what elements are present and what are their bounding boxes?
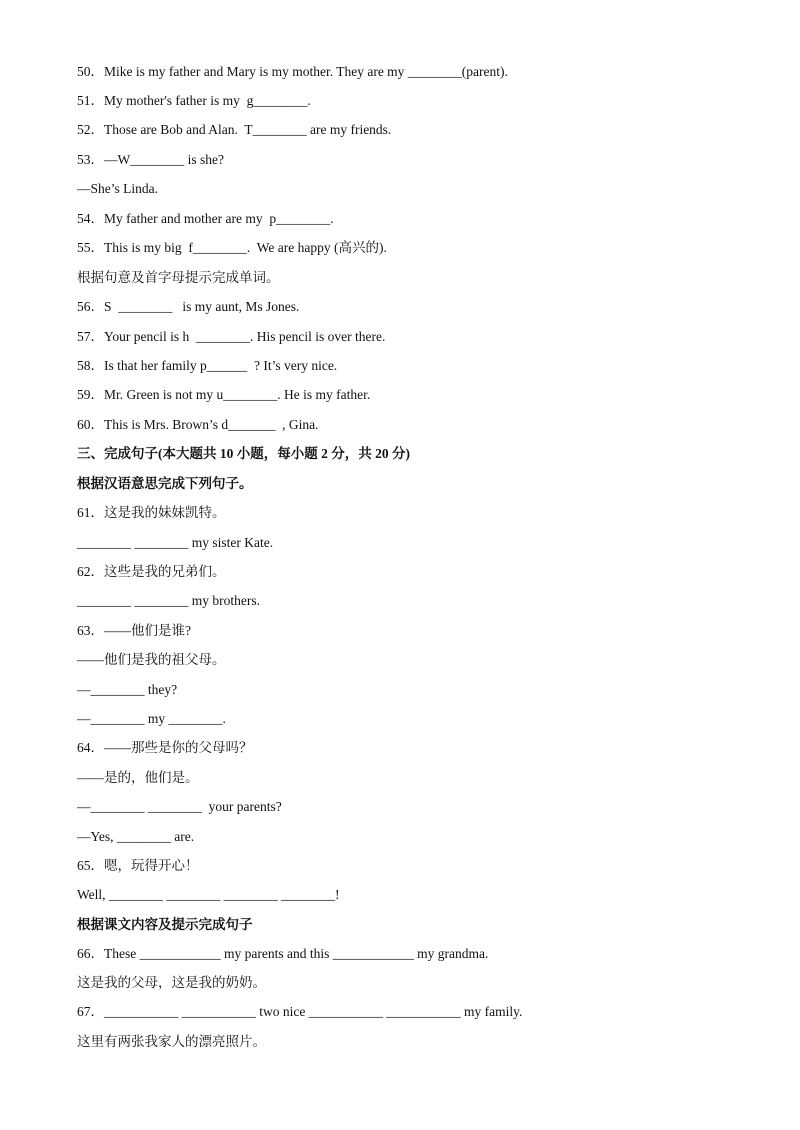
question-67: 67．___________ ___________ two nice ___________ ___________ my family. bbox=[77, 1004, 523, 1019]
question-64: 64．——那些是你的父母吗？ bbox=[77, 740, 253, 755]
question-59: 59．Mr. Green is not my u________. He is my father. bbox=[77, 387, 371, 402]
question-67-hint: 这里有两张我家人的漂亮照片。 bbox=[77, 1034, 266, 1049]
question-63: 63．——他们是谁? bbox=[77, 623, 191, 638]
question-65: 65．嗯，玩得开心！ bbox=[77, 858, 199, 873]
answer-53: —She’s Linda. bbox=[77, 181, 158, 196]
question-62: 62．这些是我的兄弟们。 bbox=[77, 564, 226, 579]
question-63-reply: ——他们是我的祖父母。 bbox=[77, 652, 226, 667]
question-54: 54．My father and mother are my p________. bbox=[77, 211, 334, 226]
instruction-translate: 根据汉语意思完成下列句子。 bbox=[77, 476, 253, 491]
question-61: 61．这是我的妹妹凯特。 bbox=[77, 505, 226, 520]
section-heading: 三、完成句子(本大题共 10 小题，每小题 2 分，共 20 分) bbox=[77, 446, 410, 461]
question-52: 52．Those are Bob and Alan. T________ are my friends. bbox=[77, 122, 392, 137]
answer-65: Well, ________ ________ ________ ________! bbox=[77, 887, 340, 902]
answer-62: ________ ________ my brothers. bbox=[77, 593, 260, 608]
answer-64-b: —Yes, ________ are. bbox=[77, 829, 195, 844]
question-66: 66．These ____________ my parents and this ____________ my grandma. bbox=[77, 946, 489, 961]
answer-64-a: —________ ________ your parents? bbox=[77, 799, 282, 814]
answer-63-a: —________ they? bbox=[77, 682, 178, 697]
answer-63-b: —________ my ________. bbox=[77, 711, 226, 726]
question-55: 55．This is my big f________. We are happy (高兴的). bbox=[77, 240, 387, 255]
question-53: 53．—W________ is she? bbox=[77, 152, 224, 167]
question-51: 51．My mother's father is my g________. bbox=[77, 93, 311, 108]
question-60: 60．This is Mrs. Brown’s d_______ , Gina. bbox=[77, 417, 319, 432]
instruction-textbook: 根据课文内容及提示完成句子 bbox=[77, 917, 253, 932]
question-57: 57．Your pencil is h ________. His pencil is over there. bbox=[77, 329, 386, 344]
instruction-initials: 根据句意及首字母提示完成单词。 bbox=[77, 270, 280, 285]
question-50: 50．Mike is my father and Mary is my mother. They are my ________(parent). bbox=[77, 64, 508, 79]
question-64-reply: ——是的，他们是。 bbox=[77, 770, 199, 785]
question-58: 58．Is that her family p______ ? It’s very nice. bbox=[77, 358, 338, 373]
answer-61: ________ ________ my sister Kate. bbox=[77, 535, 274, 550]
question-66-hint: 这是我的父母，这是我的奶奶。 bbox=[77, 975, 266, 990]
question-56: 56．S ________ is my aunt, Ms Jones. bbox=[77, 299, 300, 314]
